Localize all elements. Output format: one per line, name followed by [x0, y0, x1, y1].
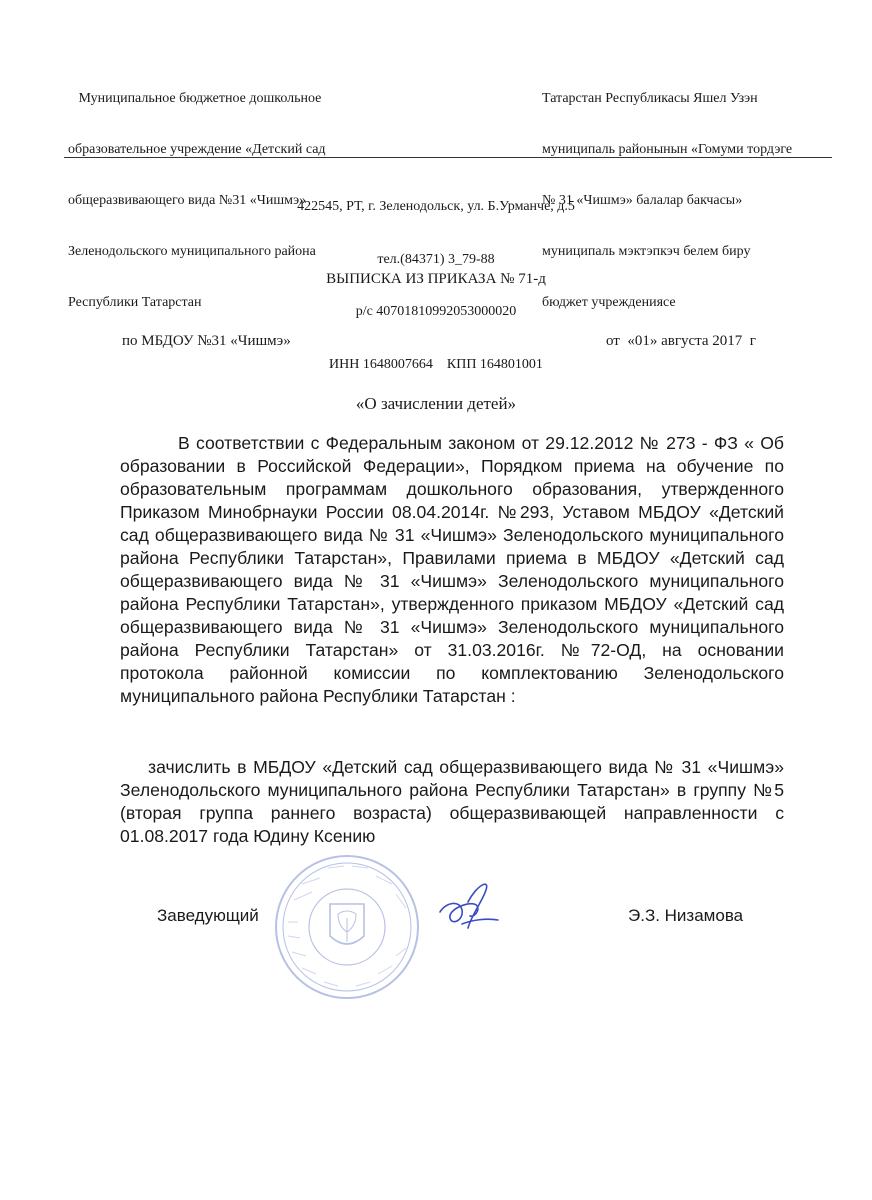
- signature-scribble-icon: [432, 872, 512, 942]
- order-decision-paragraph: зачислить в МБДОУ «Детский сад общеразвивающего вида № 31 «Чишмэ» Зеленодольского муниципального района Республики Татарстан» в группу №5 (вторая группа раннего возраста) общеразвивающей направленности с 01.08.2017 года Юдину Ксению: [120, 757, 784, 846]
- contact-tax-ids: ИНН 1648007664 КПП 164801001: [329, 356, 543, 372]
- contact-address: 422545, РТ, г. Зеленодольск, ул. Б.Урманче, д.5: [297, 199, 575, 214]
- official-stamp: [272, 852, 422, 1007]
- header-right-line: муниципаль районынын «Гомуми тордэге: [542, 142, 793, 157]
- header-divider: [64, 157, 832, 158]
- order-organization: по МБДОУ №31 «Чишмэ»: [122, 333, 291, 349]
- order-subject: «О зачислении детей»: [355, 394, 517, 413]
- header-left-line: общеразвивающего вида №31 «Чишмэ»: [68, 193, 307, 208]
- contact-account: р/с 40701810992053000020: [355, 304, 517, 319]
- header-left-line: Зеленодольского муниципального района: [68, 244, 316, 259]
- document-title: ВЫПИСКА ИЗ ПРИКАЗА № 71-д: [326, 271, 546, 287]
- stamp-seal-icon: [272, 852, 422, 1002]
- header-right-line: бюджет учреждениясе: [542, 295, 676, 310]
- signatory-name: Э.З. Низамова: [628, 906, 744, 925]
- header-left-line: Республики Татарстан: [68, 295, 202, 310]
- header-left-line: Муниципальное бюджетное дошкольное: [68, 91, 322, 106]
- header-right-line: № 31 «Чишмэ» балалар бакчасы»: [542, 193, 743, 208]
- order-basis-paragraph: В соответствии с Федеральным законом от 29.12.2012 № 273 - ФЗ « Об образовании в Российской Федерации», Порядком приема на обучение по образовательным программам дошкольного образования, утвержденного Приказом Минобрнауки России 08.04.2014г. №293, Уставом МБДОУ «Детский сад общеразвивающего вида № 31 «Чишмэ» Зеленодольского муниципального района Республики Татарстан», Правилами приема в МБДОУ «Детский сад общеразвивающего вида № 31 «Чишмэ» Зеленодольского муниципального района Республики Татарстан», утвержденного приказом МБДОУ «Детский сад общеразвивающего вида № 31 «Чишмэ» Зеленодольского муниципального района Республики Татарстан» от 31.03.2016г. №72-ОД, на основании протокола районной комиссии по комплектованию Зеленодольского муниципального района Республики Татарстан :: [120, 433, 784, 706]
- handwritten-signature: [432, 872, 512, 947]
- header-right-line: муниципаль мэктэпкэч белем биру: [542, 244, 751, 259]
- order-date: от «01» августа 2017 г: [606, 333, 756, 349]
- contact-phone: тел.(84371) 3_79-88: [377, 251, 495, 267]
- signatory-role: Заведующий: [157, 906, 259, 925]
- header-right-line: Татарстан Республикасы Яшел Узэн: [542, 91, 758, 106]
- header-left-line: образовательное учреждение «Детский сад: [68, 142, 326, 157]
